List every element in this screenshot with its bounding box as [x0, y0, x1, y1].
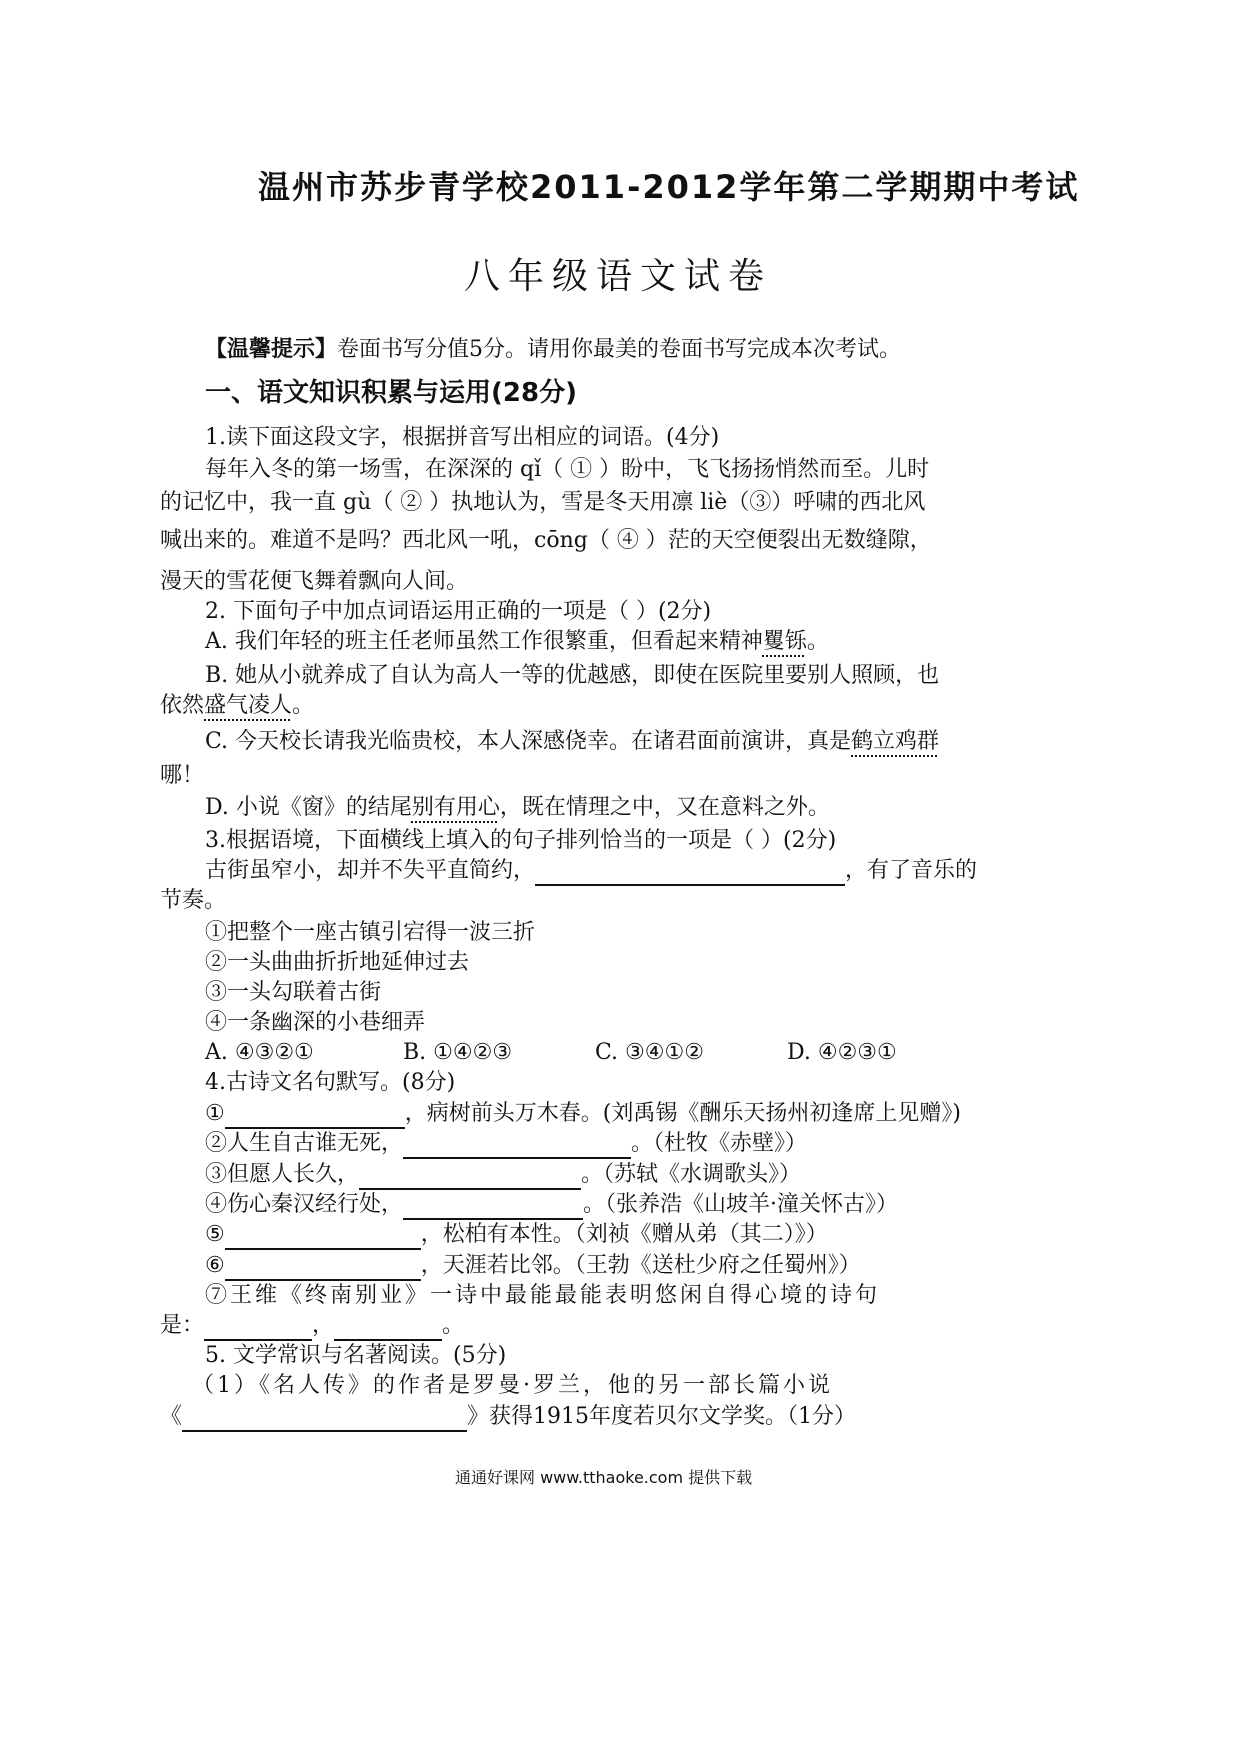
q2-option-c-line-1: [205, 727, 939, 757]
footer-source: 通通好课网 www.tthaoke.com 提供下载: [455, 1468, 753, 1487]
q4-l3-end: 。（苏轼《水调歌头》）: [581, 1162, 802, 1187]
q4-l7-blank-1[interactable]: [204, 1315, 312, 1341]
q2-c-text: C. 今天校长请我光临贵校，本人深感侥幸。在诸君面前演讲，真是: [205, 729, 852, 754]
q4-line-2: [205, 1129, 807, 1159]
q3-line-1-text: 古街虽窄小，却并不失平直简约，: [205, 858, 536, 883]
q2-option-a: [205, 627, 829, 657]
tip-line: [205, 335, 901, 365]
q1-line-3: 喊出来的。难道不是吗？西北风一吼，cōng（ ④ ）茫的天空便裂出无数缝隙，: [160, 528, 932, 553]
q4-l5-blank[interactable]: [225, 1224, 421, 1250]
q1-line-2: 的记忆中，我一直 gù（ ② ）执地认为，雪是冬天用凛 liè（③）呼啸的西北风: [160, 490, 926, 515]
q4-prompt: 4.古诗文名句默写。(8分): [205, 1070, 456, 1095]
q5-line-2: [160, 1402, 856, 1432]
section-1-title: 一、语文知识积累与运用(28分): [205, 378, 577, 408]
q2-d-end: ，既在情理之中，又在意料之外。: [499, 795, 830, 820]
q2-b-text: 依然: [160, 693, 205, 718]
q3-option-d: D. ④②③①: [787, 1040, 897, 1065]
q2-b-dotted-word: 盛气凌人: [204, 693, 293, 718]
q4-l3-text: ③但愿人长久，: [205, 1162, 360, 1187]
q2-a-text: A. 我们年轻的班主任老师虽然工作很繁重，但看起来精神: [205, 629, 763, 654]
q4-l1-blank[interactable]: [225, 1103, 405, 1129]
q4-line-3: [205, 1160, 801, 1190]
q4-l2-end: 。（杜牧《赤壁》）: [631, 1131, 808, 1156]
q4-line-4: [205, 1190, 898, 1220]
q2-option-b-line-2: [160, 691, 314, 721]
q3-line-1-end: ，有了音乐的: [845, 858, 978, 883]
q3-item-3: ③一头勾联着古街: [205, 980, 382, 1005]
q5-l2-open: 《: [160, 1404, 183, 1429]
q1-line-1: 每年入冬的第一场雪，在深深的 qǐ（ ① ）盼中，飞飞扬扬悄然而至。儿时: [205, 457, 930, 482]
q5-line-1: （1）《名人传》的作者是罗曼·罗兰，他的另一部长篇小说: [192, 1373, 833, 1398]
q3-option-a: A. ④③②①: [205, 1040, 314, 1065]
q2-option-b-line-1: B. 她从小就养成了自认为高人一等的优越感，即使在医院里要别人照顾，也: [205, 663, 940, 688]
q4-line-1: [205, 1099, 961, 1129]
q4-l7b-text: 是：: [160, 1313, 205, 1338]
q5-prompt: 5. 文学常识与名著阅读。(5分): [205, 1343, 507, 1368]
q4-l4-end: 。（张养浩《山坡羊·潼关怀古》）: [583, 1192, 899, 1217]
q3-item-1: ①把整个一座古镇引宕得一波三折: [205, 920, 536, 945]
q3-item-2: ②一头曲曲折折地延伸过去: [205, 950, 470, 975]
q3-line-2: 节奏。: [160, 888, 227, 913]
school-title: 温州市苏步青学校2011-2012学年第二学期期中考试: [258, 168, 1080, 206]
q2-c-dotted-word: 鹤立鸡群: [851, 729, 940, 754]
q4-l2-blank[interactable]: [403, 1133, 631, 1159]
q4-l5-num: ⑤: [205, 1222, 225, 1247]
q3-option-c: C. ③④①②: [595, 1040, 704, 1065]
q4-line-6: [205, 1251, 861, 1281]
q2-a-end: 。: [806, 629, 829, 654]
tip-text: 卷面书写分值5分。请用你最美的卷面书写完成本次考试。: [337, 337, 902, 362]
q1-prompt: 1.读下面这段文字，根据拼音写出相应的词语。(4分): [205, 425, 720, 450]
q4-l5-text: ，松柏有本性。（刘祯《赠从弟（其二）》）: [420, 1222, 828, 1247]
q4-l7-blank-2[interactable]: [334, 1315, 442, 1341]
q2-d-text: D. 小说《窗》的结尾: [205, 795, 412, 820]
q2-prompt: 2. 下面句子中加点词语运用正确的一项是（ ）(2分): [205, 599, 712, 624]
q2-a-dotted-word: 矍铄: [762, 629, 807, 654]
q2-b-end: 。: [292, 693, 315, 718]
q4-l7b-comma: ，: [312, 1313, 335, 1338]
q4-line-7b: [160, 1311, 464, 1341]
q4-l6-num: ⑥: [205, 1253, 225, 1278]
q4-l3-blank[interactable]: [359, 1164, 581, 1190]
q4-l6-text: ，天涯若比邻。（王勃《送杜少府之任蜀州》）: [420, 1253, 861, 1278]
q4-line-7: ⑦王维《终南别业》一诗中最能最能表明悠闲自得心境的诗句: [205, 1283, 881, 1308]
q3-option-b: B. ①④②③: [403, 1040, 513, 1065]
q3-line-1: [205, 856, 977, 886]
q4-line-5: [205, 1220, 828, 1250]
q4-l1-num: ①: [205, 1101, 225, 1126]
q2-option-d: [205, 793, 830, 823]
q1-line-4: 漫天的雪花便飞舞着飘向人间。: [160, 569, 469, 594]
q4-l6-blank[interactable]: [225, 1255, 421, 1281]
q3-answer-blank[interactable]: [535, 860, 845, 886]
q4-l4-text: ④伤心秦汉经行处，: [205, 1192, 404, 1217]
q4-l4-blank[interactable]: [403, 1194, 583, 1220]
q2-option-c-line-2: 哪！: [160, 763, 205, 788]
q5-l2-text: 》获得1915年度若贝尔文学奖。（1分）: [467, 1404, 857, 1429]
q3-prompt: 3.根据语境，下面横线上填入的句子排列恰当的一项是（ ）(2分): [205, 828, 837, 853]
q2-d-dotted-word: 别有用心: [411, 795, 500, 820]
paper-title: 八年级语文试卷: [464, 256, 773, 297]
q5-l2-blank[interactable]: [182, 1406, 467, 1432]
q3-item-4: ④一条幽深的小巷细弄: [205, 1010, 426, 1035]
q4-l1-text: ，病树前头万木春。(刘禹锡《酬乐天扬州初逢席上见赠》): [404, 1101, 961, 1126]
q4-l7b-end: 。: [442, 1313, 465, 1338]
tip-label: 【温馨提示】: [205, 337, 338, 362]
q4-l2-text: ②人生自古谁无死，: [205, 1131, 404, 1156]
